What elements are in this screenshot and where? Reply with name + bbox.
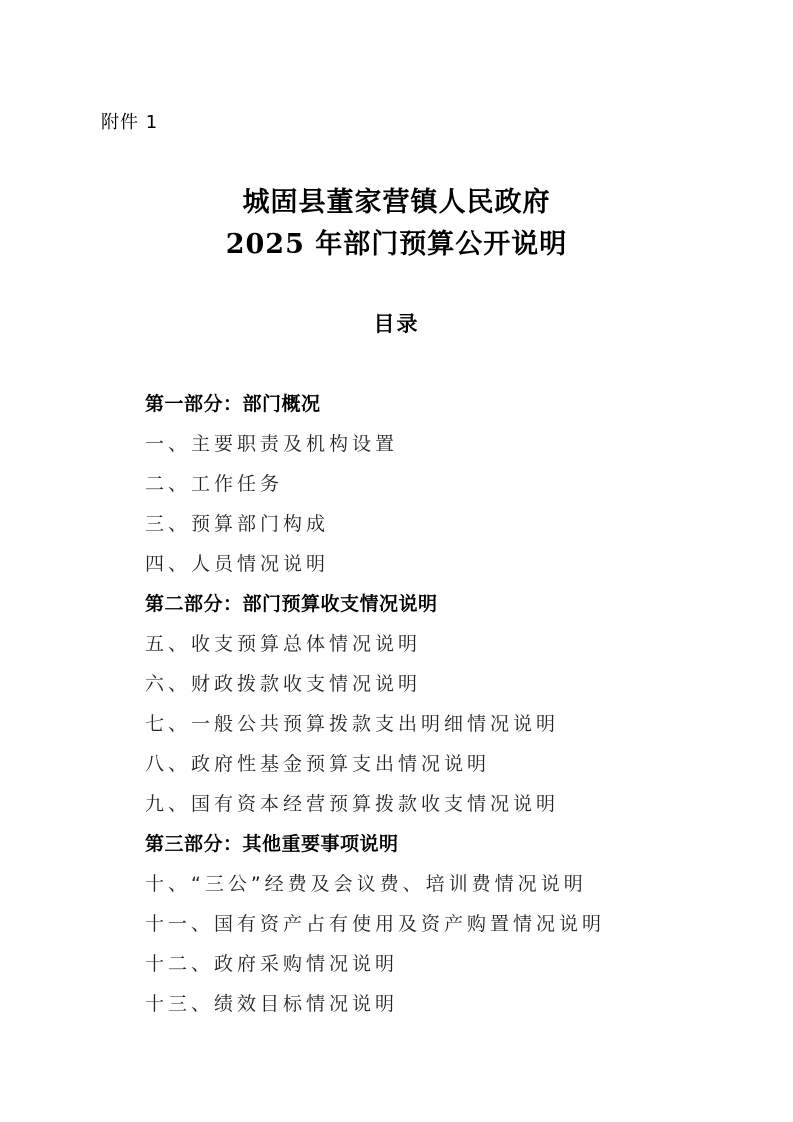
toc-item: 十、“三公”经费及会议费、培训费情况说明: [145, 873, 587, 895]
toc-item: 七、一般公共预算拨款支出明细情况说明: [145, 713, 560, 735]
toc-part-1: 第一部分：部门概况: [145, 393, 321, 415]
document-title-line-1: 城固县董家营镇人民政府: [242, 187, 551, 218]
toc-item: 三、预算部门构成: [145, 513, 330, 535]
toc-item: 二、工作任务: [145, 473, 284, 495]
toc-item: 八、政府性基金预算支出情况说明: [145, 753, 491, 775]
toc-heading: 目录: [373, 312, 420, 336]
toc-item: 九、国有资本经营预算拨款收支情况说明: [145, 793, 560, 815]
document-title-line-2: 2025 年部门预算公开说明: [225, 229, 568, 260]
toc-item: 十三、绩效目标情况说明: [145, 993, 399, 1015]
toc-item: 一、主要职责及机构设置: [145, 433, 399, 455]
toc-item: 十一、国有资产占有使用及资产购置情况说明: [145, 913, 606, 935]
toc-part-3: 第三部分：其他重要事项说明: [145, 833, 399, 855]
toc-item: 六、财政拨款收支情况说明: [145, 673, 422, 695]
toc-item: 十二、政府采购情况说明: [145, 953, 399, 975]
toc-part-2: 第二部分：部门预算收支情况说明: [145, 593, 438, 615]
toc-item: 五、收支预算总体情况说明: [145, 633, 422, 655]
table-of-contents: [145, 384, 605, 1024]
attachment-label: 附件 1: [101, 112, 159, 133]
toc-item: 四、人员情况说明: [145, 553, 330, 575]
